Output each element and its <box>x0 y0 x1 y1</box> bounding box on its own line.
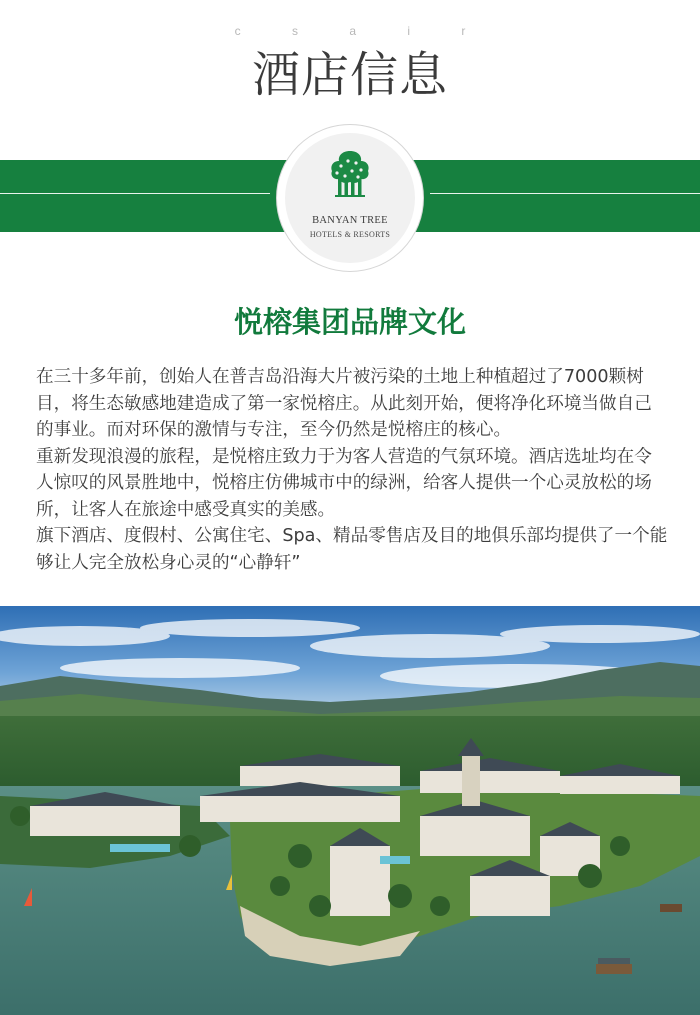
logo-disc <box>285 133 415 263</box>
band-divider-right <box>430 193 700 194</box>
brand-tagline: HOTELS & RESORTS <box>309 230 391 239</box>
resort-photo-illustration <box>0 606 700 1015</box>
header-subtitle: c s a i r <box>234 24 490 38</box>
brand-description <box>36 364 668 576</box>
section-heading: 悦榕集团品牌文化 <box>233 305 466 339</box>
paragraph-romance: 重新发现浪漫的旅程，是悦榕庄致力于为客人营造的气氛环境。酒店选址均在令人惊叹的风景胜地中，悦榕庄仿佛城市中的绿洲，给客人提供一个心灵放松的场所，让客人在旅途中感受真实的美感。 <box>36 446 652 520</box>
paragraph-history: 在三十多年前，创始人在普吉岛沿海大片被污染的土地上种植超过了7000颗树目，将生态敏感地建造成了第一家悦榕庄。从此刻开始，便将净化环境当做自己的事业。而对环保的激情与专注，至今仍然是悦榕庄的核心。 <box>36 367 652 440</box>
brand-logo <box>276 124 424 272</box>
paragraph-offerings: 旗下酒店、度假村、公寓住宅、Spa、精品零售店及目的地俱乐部均提供了一个能够让人完全放松身心灵的“心静轩” <box>36 526 668 573</box>
banyan-tree-icon <box>328 149 372 199</box>
resort-aerial-photo <box>0 606 700 1015</box>
band-divider-left <box>0 193 270 194</box>
page-title: 酒店信息 <box>251 47 448 103</box>
brand-name: BANYAN TREE <box>312 215 388 226</box>
